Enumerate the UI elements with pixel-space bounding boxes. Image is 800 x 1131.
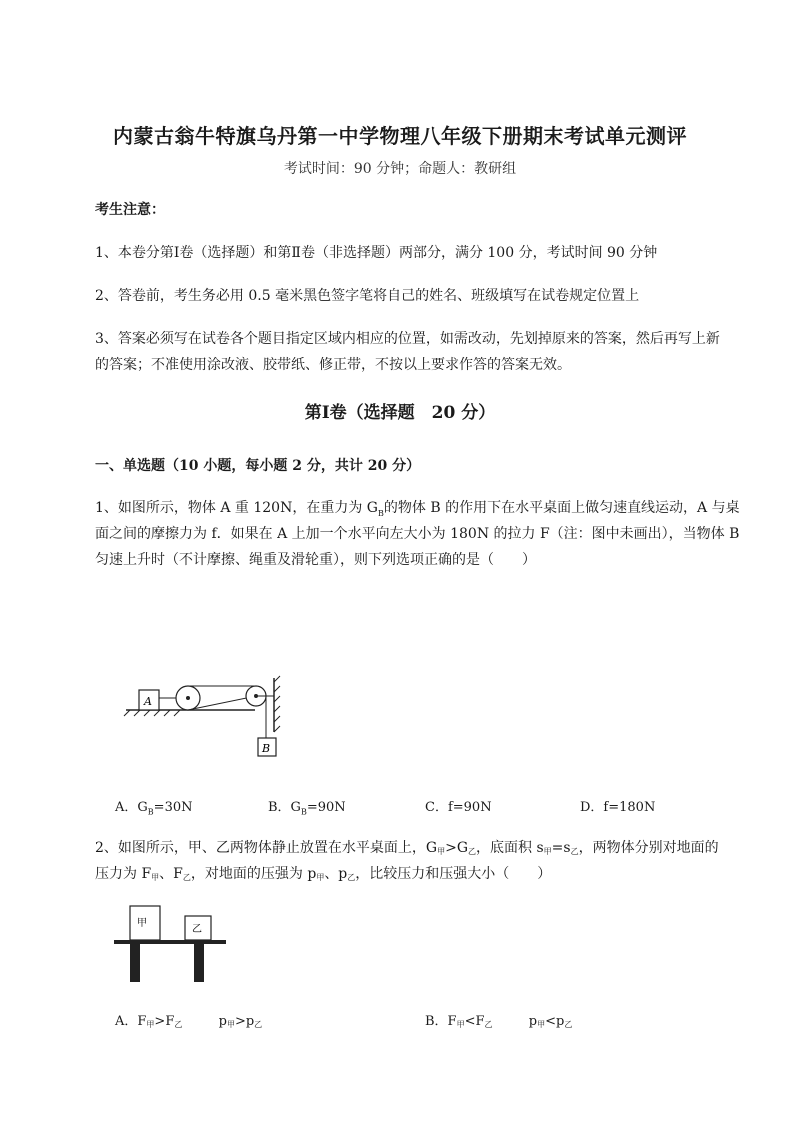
block-a-label: A (144, 695, 152, 708)
notice-item-3-line-2: 的答案；不准使用涂改液、胶带纸、修正带，不按以上要求作答的答案无效。 (95, 357, 571, 373)
q2-line-1: 2、如图所示，甲、乙两物体静止放置在水平桌面上，G甲>G乙，底面积 s甲=s乙，两物体分别对地面的 (95, 840, 719, 856)
q2-table-figure (110, 902, 230, 984)
notice-heading: 考生注意： (95, 202, 165, 218)
q1-line-2: 面之间的摩擦力为 f．如果在 A 上加一个水平向左大小为 180N 的拉力 F（注：图中未画出），当物体 B (95, 526, 740, 542)
exam-subtitle: 考试时间：90 分钟；命题人：教研组 (283, 161, 517, 177)
q2-option-b[interactable]: B．F甲<F乙 p甲<p乙 (425, 1014, 573, 1029)
q1-line-3: 匀速上升时（不计摩擦、绳重及滑轮重），则下列选项正确的是（ ） (95, 552, 536, 568)
q1-option-d[interactable]: D．f=180N (580, 800, 656, 815)
part-heading: 一、单选题（10 小题，每小题 2 分，共计 20 分） (95, 458, 421, 474)
q1-pulley-figure (120, 672, 290, 764)
notice-item-3-line-1: 3、答案必须写在试卷各个题目指定区域内相应的位置，如需改动，先划掉原来的答案，然后再写上新 (95, 331, 720, 347)
page-title: 内蒙古翁牛特旗乌丹第一中学物理八年级下册期末考试单元测评 (113, 124, 687, 148)
q1-option-b[interactable]: B．$G_B=90N$ (268, 800, 346, 817)
notice-item-2: 2、答卷前，考生务必用 0.5 毫米黑色签字笔将自己的姓名、班级填写在试卷规定位置上 (95, 288, 640, 304)
q1-option-c[interactable]: C．f=90N (425, 800, 492, 815)
q1-option-a[interactable]: A．$G_B=30N$ (115, 800, 193, 817)
q2-option-a[interactable]: A．F甲>F乙 p甲>p乙 (115, 1014, 263, 1029)
notice-item-1: 1、本卷分第Ⅰ卷（选择题）和第Ⅱ卷（非选择题）两部分，满分 100 分，考试时间 90 分钟 (95, 245, 658, 261)
section-title: 第Ⅰ卷（选择题 20 分） (304, 403, 496, 423)
q2-line-2: 压力为 F甲、F乙，对地面的压强为 p甲、p乙，比较压力和压强大小（ ） (95, 866, 552, 882)
block-b-label: B (262, 742, 271, 755)
block-jia-label: 甲 (137, 918, 147, 929)
block-yi-label: 乙 (192, 924, 202, 935)
q1-line-1: 1、如图所示，物体 A 重 120N，在重力为 $G_B$的物体 B 的作用下在水平桌面上做匀速直线运动，A 与桌 (95, 500, 740, 518)
